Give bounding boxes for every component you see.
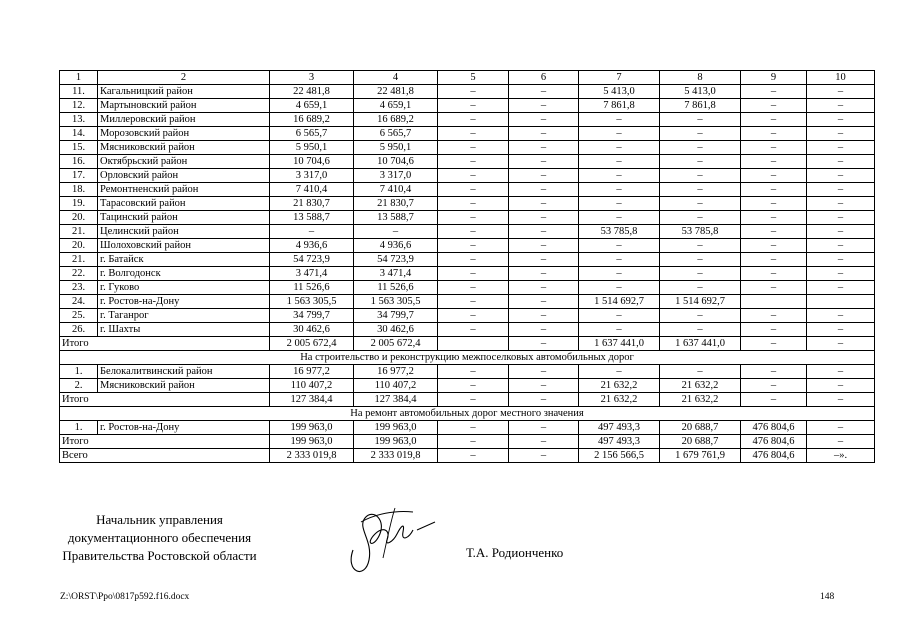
- amount-cell: –: [438, 309, 509, 323]
- amount-cell: –: [438, 113, 509, 127]
- row-number: 13.: [60, 113, 98, 127]
- amount-cell: –: [807, 169, 875, 183]
- amount-cell: –: [807, 99, 875, 113]
- total-row: [60, 449, 875, 463]
- row-number: 24.: [60, 295, 98, 309]
- total-value: –: [741, 337, 807, 351]
- amount-cell: –: [741, 127, 807, 141]
- amount-cell: [741, 295, 807, 309]
- amount-cell: –: [509, 421, 579, 435]
- amount-cell: 199 963,0: [270, 421, 354, 435]
- row-number: 19.: [60, 197, 98, 211]
- total-value: 127 384,4: [354, 393, 438, 407]
- amount-cell: –: [509, 85, 579, 99]
- column-number-cell: 9: [741, 71, 807, 85]
- total-value: –: [438, 449, 509, 463]
- amount-cell: –: [660, 267, 741, 281]
- table-row: [60, 267, 875, 281]
- total-label: Всего: [60, 449, 270, 463]
- total-value: –: [438, 393, 509, 407]
- row-number: 26.: [60, 323, 98, 337]
- amount-cell: –: [579, 183, 660, 197]
- total-value: 1 637 441,0: [660, 337, 741, 351]
- total-row: [60, 393, 875, 407]
- district-name: г. Ростов-на-Дону: [98, 295, 270, 309]
- amount-cell: 3 317,0: [354, 169, 438, 183]
- section-title: На ремонт автомобильных дорог местного значения: [60, 407, 875, 421]
- amount-cell: 497 493,3: [579, 421, 660, 435]
- amount-cell: –: [741, 211, 807, 225]
- amount-cell: –: [438, 379, 509, 393]
- total-value: –: [741, 393, 807, 407]
- amount-cell: 4 659,1: [354, 99, 438, 113]
- amount-cell: –: [438, 323, 509, 337]
- amount-cell: –: [807, 85, 875, 99]
- amount-cell: –: [741, 113, 807, 127]
- table-row: [60, 365, 875, 379]
- amount-cell: –: [509, 323, 579, 337]
- row-number: 12.: [60, 99, 98, 113]
- amount-cell: –: [660, 253, 741, 267]
- total-value: 2 156 566,5: [579, 449, 660, 463]
- total-row: [60, 435, 875, 449]
- total-value: 21 632,2: [660, 393, 741, 407]
- total-value: –: [807, 435, 875, 449]
- row-number: 17.: [60, 169, 98, 183]
- amount-cell: 22 481,8: [270, 85, 354, 99]
- amount-cell: –: [579, 309, 660, 323]
- amount-cell: 476 804,6: [741, 421, 807, 435]
- amount-cell: –: [807, 253, 875, 267]
- amount-cell: 3 471,4: [354, 267, 438, 281]
- amount-cell: 16 689,2: [270, 113, 354, 127]
- total-label: Итого: [60, 393, 270, 407]
- amount-cell: –: [807, 309, 875, 323]
- amount-cell: 54 723,9: [354, 253, 438, 267]
- column-number-cell: 10: [807, 71, 875, 85]
- column-number-cell: 3: [270, 71, 354, 85]
- amount-cell: 13 588,7: [270, 211, 354, 225]
- district-name: Морозовский район: [98, 127, 270, 141]
- amount-cell: –: [660, 127, 741, 141]
- amount-cell: 53 785,8: [660, 225, 741, 239]
- amount-cell: –: [660, 309, 741, 323]
- signatory-name: Т.А. Родионченко: [466, 545, 564, 560]
- amount-cell: –: [438, 267, 509, 281]
- row-number: 11.: [60, 85, 98, 99]
- amount-cell: 7 861,8: [660, 99, 741, 113]
- amount-cell: 3 317,0: [270, 169, 354, 183]
- total-value: 127 384,4: [270, 393, 354, 407]
- district-name: Ремонтненский район: [98, 183, 270, 197]
- amount-cell: –: [579, 267, 660, 281]
- amount-cell: –: [579, 365, 660, 379]
- total-value: 497 493,3: [579, 435, 660, 449]
- amount-cell: –: [438, 239, 509, 253]
- total-value: 476 804,6: [741, 449, 807, 463]
- amount-cell: –: [660, 183, 741, 197]
- amount-cell: 3 471,4: [270, 267, 354, 281]
- amount-cell: –: [579, 141, 660, 155]
- amount-cell: –: [438, 85, 509, 99]
- signatory-position-line: Начальник управления: [96, 512, 223, 527]
- total-value: 2 005 672,4: [270, 337, 354, 351]
- section-header-row: [60, 351, 875, 365]
- amount-cell: –: [807, 421, 875, 435]
- amount-cell: –: [354, 225, 438, 239]
- total-value: 199 963,0: [270, 435, 354, 449]
- district-name: Мясниковский район: [98, 379, 270, 393]
- amount-cell: –: [807, 281, 875, 295]
- amount-cell: –: [660, 281, 741, 295]
- district-name: г. Шахты: [98, 323, 270, 337]
- row-number: 1.: [60, 421, 98, 435]
- amount-cell: –: [741, 141, 807, 155]
- district-name: Тарасовский район: [98, 197, 270, 211]
- amount-cell: 1 514 692,7: [660, 295, 741, 309]
- table-row: [60, 323, 875, 337]
- district-name: г. Таганрог: [98, 309, 270, 323]
- total-value: –: [807, 337, 875, 351]
- amount-cell: –: [509, 239, 579, 253]
- total-value: –: [509, 393, 579, 407]
- amount-cell: –: [509, 197, 579, 211]
- table-row: [60, 281, 875, 295]
- amount-cell: 21 632,2: [579, 379, 660, 393]
- row-number: 23.: [60, 281, 98, 295]
- total-value: 1 679 761,9: [660, 449, 741, 463]
- amount-cell: [807, 295, 875, 309]
- row-number: 22.: [60, 267, 98, 281]
- amount-cell: 53 785,8: [579, 225, 660, 239]
- amount-cell: –: [579, 197, 660, 211]
- table-row: [60, 197, 875, 211]
- amount-cell: –: [509, 141, 579, 155]
- section-header-row: [60, 407, 875, 421]
- district-name: Тацинский район: [98, 211, 270, 225]
- amount-cell: 4 936,6: [270, 239, 354, 253]
- row-number: 20.: [60, 239, 98, 253]
- table-row: [60, 155, 875, 169]
- signatory-position: [62, 511, 257, 565]
- amount-cell: –: [509, 365, 579, 379]
- amount-cell: 34 799,7: [354, 309, 438, 323]
- amount-cell: –: [509, 281, 579, 295]
- amount-cell: –: [741, 239, 807, 253]
- budget-allocation-table: [59, 70, 875, 463]
- column-number-cell: 8: [660, 71, 741, 85]
- amount-cell: –: [438, 169, 509, 183]
- amount-cell: –: [807, 183, 875, 197]
- amount-cell: –: [807, 113, 875, 127]
- amount-cell: 5 413,0: [579, 85, 660, 99]
- amount-cell: –: [579, 211, 660, 225]
- signatory-position-line: документационного обеспечения: [67, 530, 252, 545]
- amount-cell: –: [579, 253, 660, 267]
- district-name: Белокалитвинский район: [98, 365, 270, 379]
- amount-cell: –: [438, 197, 509, 211]
- section-title: На строительство и реконструкцию межпоселковых автомобильных дорог: [60, 351, 875, 365]
- column-number-cell: 1: [60, 71, 98, 85]
- amount-cell: –: [741, 85, 807, 99]
- amount-cell: –: [741, 169, 807, 183]
- column-number-cell: 6: [509, 71, 579, 85]
- amount-cell: –: [579, 281, 660, 295]
- page-number: 148: [820, 592, 835, 602]
- total-value: –».: [807, 449, 875, 463]
- amount-cell: –: [438, 253, 509, 267]
- amount-cell: –: [807, 379, 875, 393]
- column-number-cell: 2: [98, 71, 270, 85]
- footer-file-path: Z:\ORST\Ppo\0817p592.f16.docx: [60, 592, 190, 602]
- total-value: 1 637 441,0: [579, 337, 660, 351]
- amount-cell: 4 659,1: [270, 99, 354, 113]
- amount-cell: 7 861,8: [579, 99, 660, 113]
- handwritten-signature: [335, 500, 445, 582]
- amount-cell: –: [807, 365, 875, 379]
- amount-cell: –: [579, 155, 660, 169]
- amount-cell: 110 407,2: [270, 379, 354, 393]
- amount-cell: –: [438, 183, 509, 197]
- amount-cell: –: [807, 155, 875, 169]
- amount-cell: –: [741, 281, 807, 295]
- amount-cell: 11 526,6: [270, 281, 354, 295]
- row-number: 25.: [60, 309, 98, 323]
- column-number-cell: 4: [354, 71, 438, 85]
- amount-cell: –: [660, 155, 741, 169]
- amount-cell: –: [660, 113, 741, 127]
- amount-cell: –: [660, 323, 741, 337]
- total-value: 2 333 019,8: [354, 449, 438, 463]
- amount-cell: –: [579, 113, 660, 127]
- amount-cell: 16 977,2: [354, 365, 438, 379]
- amount-cell: 30 462,6: [270, 323, 354, 337]
- amount-cell: –: [807, 141, 875, 155]
- total-value: –: [438, 435, 509, 449]
- amount-cell: 5 950,1: [354, 141, 438, 155]
- amount-cell: –: [741, 253, 807, 267]
- total-value: [438, 337, 509, 351]
- district-name: г. Батайск: [98, 253, 270, 267]
- total-value: 476 804,6: [741, 435, 807, 449]
- total-value: 20 688,7: [660, 435, 741, 449]
- total-row: [60, 337, 875, 351]
- district-name: Мясниковский район: [98, 141, 270, 155]
- table-row: [60, 239, 875, 253]
- district-name: Орловский район: [98, 169, 270, 183]
- amount-cell: –: [509, 155, 579, 169]
- amount-cell: –: [660, 365, 741, 379]
- table-row: [60, 99, 875, 113]
- total-value: 2 333 019,8: [270, 449, 354, 463]
- amount-cell: –: [660, 211, 741, 225]
- amount-cell: –: [438, 141, 509, 155]
- column-number-cell: 7: [579, 71, 660, 85]
- amount-cell: –: [579, 127, 660, 141]
- table-row: [60, 225, 875, 239]
- table-row: [60, 113, 875, 127]
- amount-cell: –: [438, 127, 509, 141]
- amount-cell: –: [660, 239, 741, 253]
- amount-cell: –: [579, 169, 660, 183]
- amount-cell: 30 462,6: [354, 323, 438, 337]
- table-row: [60, 183, 875, 197]
- district-name: Миллеровский район: [98, 113, 270, 127]
- row-number: 15.: [60, 141, 98, 155]
- row-number: 21.: [60, 225, 98, 239]
- total-value: –: [509, 337, 579, 351]
- amount-cell: 16 689,2: [354, 113, 438, 127]
- table-row: [60, 379, 875, 393]
- table-row: [60, 421, 875, 435]
- amount-cell: –: [660, 197, 741, 211]
- amount-cell: 6 565,7: [354, 127, 438, 141]
- amount-cell: 54 723,9: [270, 253, 354, 267]
- table-row: [60, 253, 875, 267]
- amount-cell: –: [807, 267, 875, 281]
- amount-cell: –: [741, 379, 807, 393]
- amount-cell: –: [509, 225, 579, 239]
- amount-cell: –: [509, 99, 579, 113]
- total-value: –: [509, 435, 579, 449]
- amount-cell: –: [741, 155, 807, 169]
- signatory-position-line: Правительства Ростовской области: [62, 548, 257, 563]
- row-number: 1.: [60, 365, 98, 379]
- district-name: Кагальницкий район: [98, 85, 270, 99]
- table-row: [60, 85, 875, 99]
- amount-cell: –: [270, 225, 354, 239]
- amount-cell: –: [807, 323, 875, 337]
- amount-cell: 34 799,7: [270, 309, 354, 323]
- amount-cell: –: [579, 239, 660, 253]
- amount-cell: –: [509, 267, 579, 281]
- table-header-row: [60, 71, 875, 85]
- amount-cell: –: [438, 155, 509, 169]
- amount-cell: 21 830,7: [354, 197, 438, 211]
- amount-cell: –: [807, 211, 875, 225]
- amount-cell: 10 704,6: [270, 155, 354, 169]
- amount-cell: –: [741, 197, 807, 211]
- row-number: 18.: [60, 183, 98, 197]
- row-number: 21.: [60, 253, 98, 267]
- amount-cell: –: [438, 365, 509, 379]
- amount-cell: 1 563 305,5: [354, 295, 438, 309]
- total-label: Итого: [60, 337, 270, 351]
- district-name: г. Гуково: [98, 281, 270, 295]
- amount-cell: –: [438, 281, 509, 295]
- amount-cell: –: [807, 197, 875, 211]
- amount-cell: –: [741, 309, 807, 323]
- amount-cell: –: [509, 169, 579, 183]
- amount-cell: –: [741, 323, 807, 337]
- amount-cell: –: [438, 421, 509, 435]
- amount-cell: –: [438, 295, 509, 309]
- amount-cell: –: [660, 169, 741, 183]
- amount-cell: –: [509, 113, 579, 127]
- amount-cell: 6 565,7: [270, 127, 354, 141]
- amount-cell: 11 526,6: [354, 281, 438, 295]
- amount-cell: –: [579, 323, 660, 337]
- amount-cell: –: [741, 267, 807, 281]
- amount-cell: –: [660, 141, 741, 155]
- amount-cell: 21 830,7: [270, 197, 354, 211]
- amount-cell: 110 407,2: [354, 379, 438, 393]
- amount-cell: 20 688,7: [660, 421, 741, 435]
- amount-cell: –: [438, 99, 509, 113]
- amount-cell: 10 704,6: [354, 155, 438, 169]
- table-row: [60, 309, 875, 323]
- total-value: 2 005 672,4: [354, 337, 438, 351]
- table-row: [60, 211, 875, 225]
- amount-cell: 21 632,2: [660, 379, 741, 393]
- total-value: 21 632,2: [579, 393, 660, 407]
- amount-cell: –: [509, 379, 579, 393]
- amount-cell: 22 481,8: [354, 85, 438, 99]
- district-name: Целинский район: [98, 225, 270, 239]
- amount-cell: –: [807, 239, 875, 253]
- table-row: [60, 141, 875, 155]
- amount-cell: 4 936,6: [354, 239, 438, 253]
- column-number-cell: 5: [438, 71, 509, 85]
- district-name: г. Ростов-на-Дону: [98, 421, 270, 435]
- amount-cell: –: [807, 127, 875, 141]
- total-value: –: [509, 449, 579, 463]
- total-value: –: [807, 393, 875, 407]
- amount-cell: –: [509, 183, 579, 197]
- amount-cell: –: [509, 295, 579, 309]
- total-label: Итого: [60, 435, 270, 449]
- amount-cell: –: [741, 365, 807, 379]
- amount-cell: –: [438, 225, 509, 239]
- amount-cell: –: [509, 127, 579, 141]
- amount-cell: 5 413,0: [660, 85, 741, 99]
- row-number: 20.: [60, 211, 98, 225]
- table-row: [60, 295, 875, 309]
- amount-cell: –: [509, 309, 579, 323]
- district-name: Мартыновский район: [98, 99, 270, 113]
- amount-cell: –: [438, 211, 509, 225]
- amount-cell: 1 514 692,7: [579, 295, 660, 309]
- row-number: 16.: [60, 155, 98, 169]
- district-name: г. Волгодонск: [98, 267, 270, 281]
- district-name: Октябрьский район: [98, 155, 270, 169]
- amount-cell: –: [509, 211, 579, 225]
- amount-cell: –: [741, 183, 807, 197]
- amount-cell: 1 563 305,5: [270, 295, 354, 309]
- amount-cell: 13 588,7: [354, 211, 438, 225]
- table-row: [60, 169, 875, 183]
- amount-cell: 199 963,0: [354, 421, 438, 435]
- amount-cell: –: [741, 225, 807, 239]
- row-number: 14.: [60, 127, 98, 141]
- table-row: [60, 127, 875, 141]
- amount-cell: 7 410,4: [270, 183, 354, 197]
- amount-cell: –: [509, 253, 579, 267]
- amount-cell: 7 410,4: [354, 183, 438, 197]
- amount-cell: 16 977,2: [270, 365, 354, 379]
- amount-cell: –: [807, 225, 875, 239]
- amount-cell: –: [741, 99, 807, 113]
- total-value: 199 963,0: [354, 435, 438, 449]
- district-name: Шолоховский район: [98, 239, 270, 253]
- amount-cell: 5 950,1: [270, 141, 354, 155]
- row-number: 2.: [60, 379, 98, 393]
